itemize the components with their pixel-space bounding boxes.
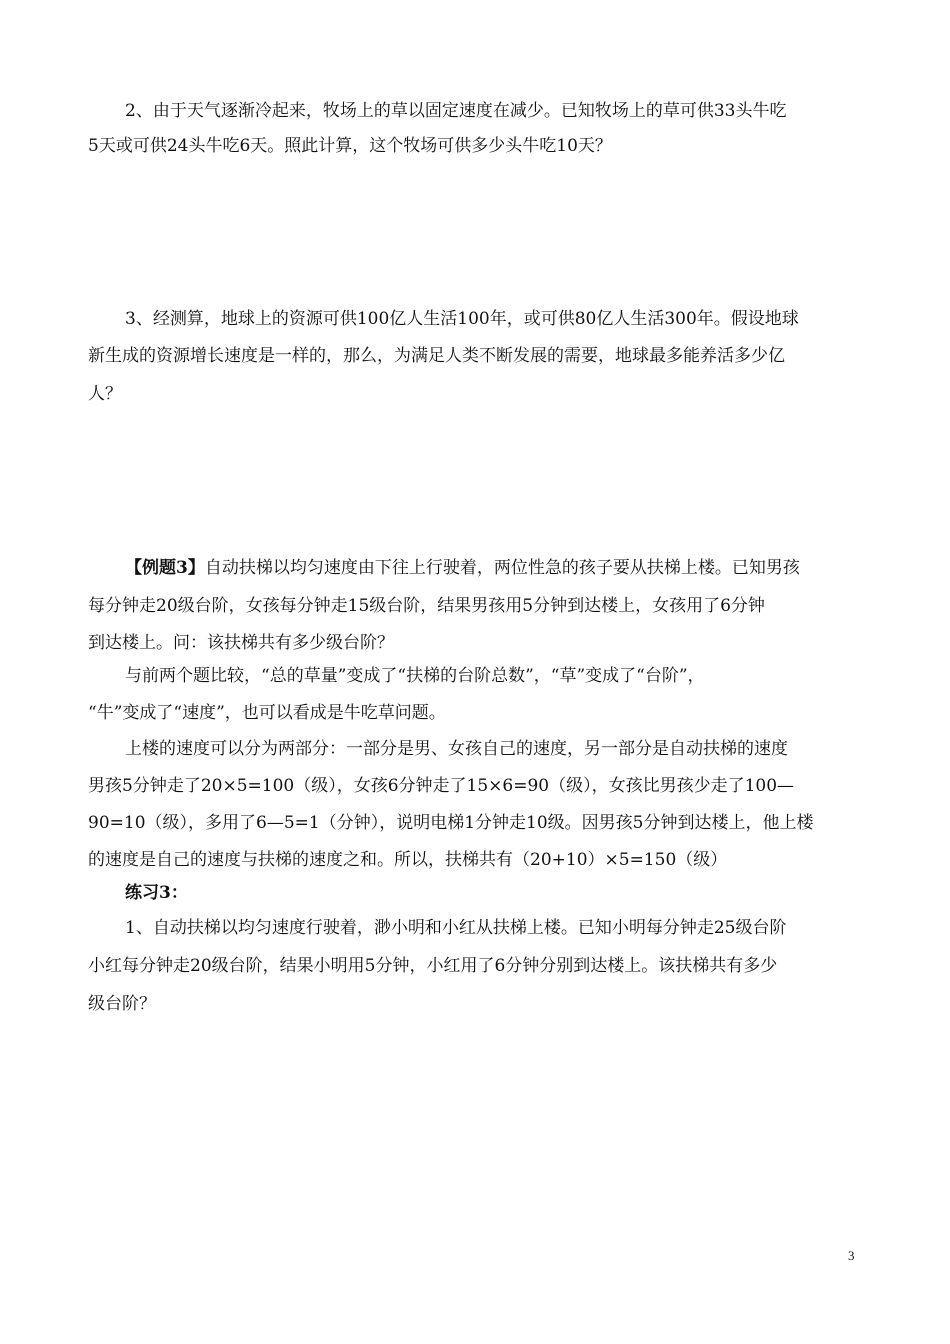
practice-3-line-2: 小红每分钟走20级台阶，结果小明用5分钟，小红用了6分钟分别到达楼上。该扶梯共有多少 [88, 956, 778, 976]
example-3-para2-line-2: “牛”变成了“速度”，也可以看成是牛吃草问题。 [88, 703, 446, 723]
problem-2-line-2: 5天或可供24头牛吃6天。照此计算，这个牧场可供多少头牛吃10天？ [88, 136, 612, 156]
example-3-line-3: 到达楼上。问：该扶梯共有多少级台阶？ [88, 633, 394, 653]
example-3-text: 自动扶梯以均匀速度由下往上行驶着，两位性急的孩子要从扶梯上楼。已知男孩 [204, 558, 800, 578]
example-3-para3-line-2: 男孩5分钟走了20×5=100（级），女孩6分钟走了15×6=90（级），女孩比男孩少走了100— [88, 776, 795, 796]
example-3-para2-line-1: 与前两个题比较，“总的草量”变成了“扶梯的台阶总数”，“草”变成了“台阶”， [125, 666, 705, 686]
page-number: 3 [848, 1248, 855, 1263]
example-3-line-2: 每分钟走20级台阶，女孩每分钟走15级台阶，结果男孩用5分钟到达楼上，女孩用了6分钟 [88, 596, 765, 616]
problem-3-line-3: 人？ [88, 384, 122, 404]
example-3-line-1 [125, 555, 800, 581]
practice-3-line-1: 1、自动扶梯以均匀速度行驶着，渺小明和小红从扶梯上楼。已知小明每分钟走25级台阶 [125, 918, 787, 938]
practice-3-title: 练习3： [125, 883, 188, 903]
example-3-para3-line-1: 上楼的速度可以分为两部分：一部分是男、女孩自己的速度，另一部分是自动扶梯的速度 [125, 739, 788, 759]
example-3-label: 【例题3】 [125, 558, 205, 578]
problem-2-line-1: 2、由于天气逐渐冷起来，牧场上的草以固定速度在减少。已知牧场上的草可供33头牛吃 [125, 101, 787, 121]
problem-3-line-1: 3、经测算，地球上的资源可供100亿人生活100年，或可供80亿人生活300年。假设地球 [125, 309, 799, 329]
example-3-para3-line-4: 的速度是自己的速度与扶梯的速度之和。所以，扶梯共有（20+10）×5=150（级） [88, 850, 728, 870]
problem-3-line-2: 新生成的资源增长速度是一样的，那么，为满足人类不断发展的需要，地球最多能养活多少亿 [88, 346, 785, 366]
example-3-para3-line-3: 90=10（级），多用了6—5=1（分钟），说明电梯1分钟走10级。因男孩5分钟到达楼上，他上楼 [88, 813, 814, 833]
practice-3-line-3: 级台阶？ [88, 994, 156, 1014]
